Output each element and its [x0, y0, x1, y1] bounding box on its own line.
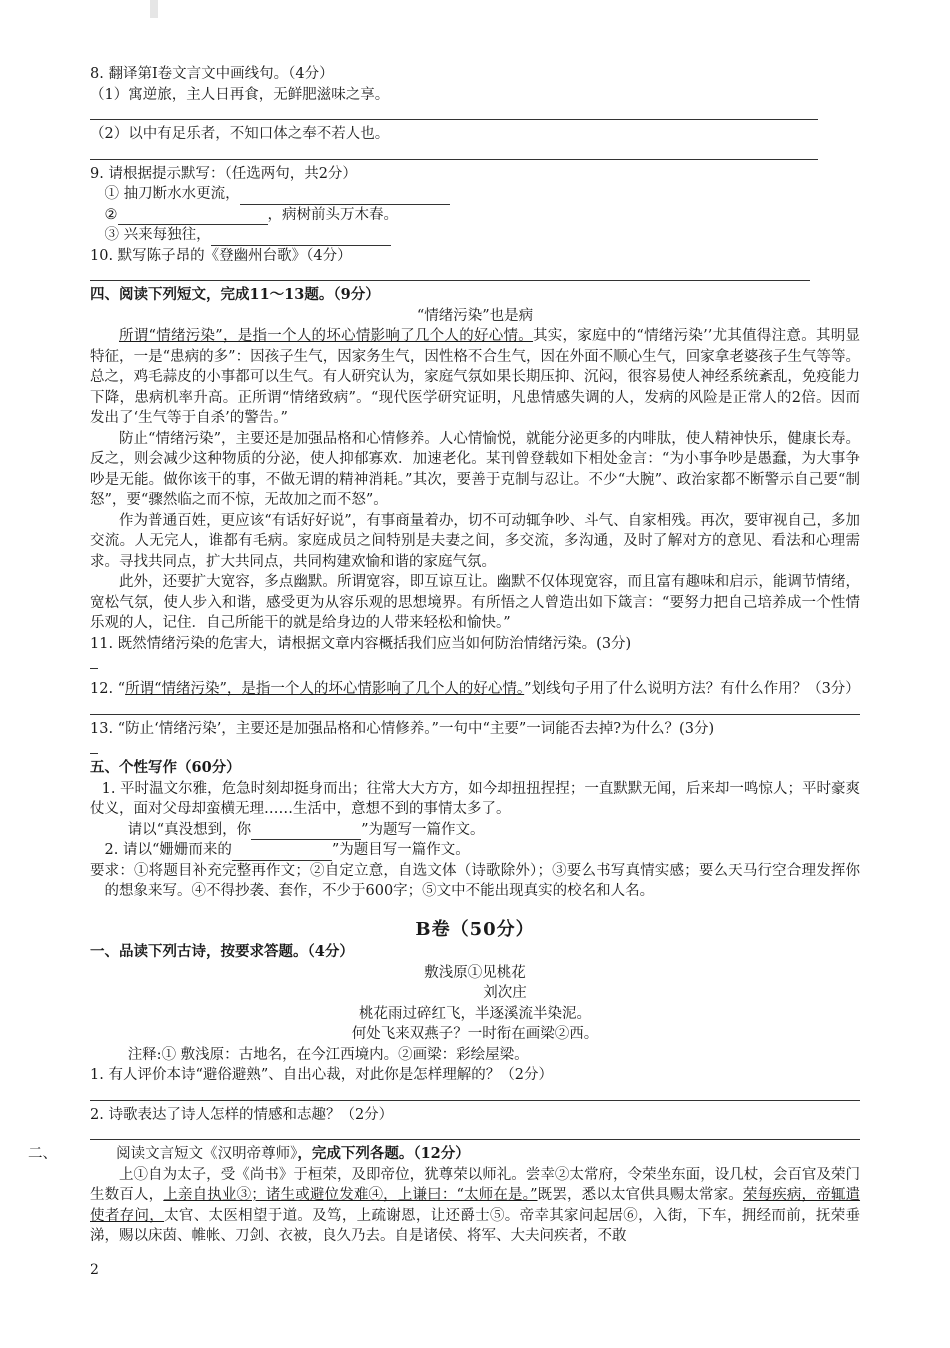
underlined-sentence: 上亲自执业③；诸生或避位发难④，上谦曰：“太师在是。” — [163, 1187, 538, 1203]
topic-1-prompt-b: ”为题写一篇作文。 — [361, 821, 485, 838]
q12-prefix: 12. “ — [90, 681, 126, 697]
article-paragraph-1 — [90, 326, 860, 429]
q9-line-3 — [90, 225, 860, 246]
poem-title: 敷浅原①见桃花 — [424, 964, 526, 981]
fill-blank — [211, 230, 391, 246]
q9-title: 9. 请根据提示默写：（任选两句，共2分） — [90, 165, 357, 182]
q11-text: 11. 既然情绪污染的危害大，请根据文章内容概括我们应当如何防治情绪污染。(3分) — [90, 635, 632, 652]
q8-sentence-1: （1）寓逆旅，主人日再食，无鲜肥滋味之享。 — [90, 86, 390, 103]
topic-2-a: 2. 请以“姗姗而来的 — [104, 842, 232, 858]
passage-part-3: 太官、太医相望于道。及笃，上疏谢恩，让还爵士⑤。帝幸其家问起居⑥，入街，下车，拥经而前，抚荣垂涕，赐以床茵、帷帐、刀剑、衣被，良久乃去。自是诸侯、将军、大夫问疾者，不敢 — [90, 1207, 861, 1244]
answer-line — [90, 1125, 860, 1140]
q12-text — [90, 679, 860, 700]
poem-line-2: 何处飞来双燕子？一时衔在画梁②西。 — [351, 1026, 599, 1042]
paragraph-1-rest: 其实，家庭中的“情绪污染’’尤其值得注意。其明显特征，一是“患病的多”：因孩子生气，因家务生气，因性格不合生气，因在外面不顺心生气，回家拿老婆孩子生气等等。总之，鸡毛蒜皮的小事都可以生气。有人研究认为，家庭气氛如果长期压抑、沉闷，很容易使人神经系统紊乱，免疫能力下降，患病机率升高。正所谓“情绪致病”。“现代医学研究证明，凡患情感失调的人，发病的风险是正常人的2倍。因而发出了‘生气等于自杀’的警告。” — [90, 328, 860, 426]
classical-passage — [90, 1165, 860, 1247]
section-5-heading: 五、个性写作（60分） — [90, 759, 241, 776]
passage-part-1: 上①自为太子，受《尚书》于桓荣，及即帝位，犹尊荣以师礼。尝幸②太常府，令荣坐东面，设几杖，会百官及荣门生数百人， — [90, 1166, 860, 1203]
answer-line — [90, 1086, 860, 1101]
topic-1-prompt-a: 请以“真没想到，你 — [127, 821, 252, 838]
poem-line-1: 桃花雨过碎红飞，半逐溪流半染泥。 — [359, 1005, 591, 1022]
q9-line-1-text: ① 抽刀断水水更流， — [104, 186, 240, 202]
writing-requirements: 要求：①将题目补充完整再作文；②自定立意，自选文体（诗歌除外）；③要么书写真情实感；要么天马行空合理发挥你的想象来写。④不得抄袭、套作，不少于600字；⑤文中不能出现真实的校名和人名。 — [90, 862, 860, 899]
underlined-sentence: 所谓“情绪污染”，是指一个人的坏心情影响了几个人的好心情。 — [119, 328, 534, 344]
q9-line-1 — [90, 184, 860, 205]
answer-line — [90, 105, 818, 120]
answer-mark — [90, 654, 98, 669]
q8-sentence-2: （2）以中有足乐者，不知口体之奉不若人也。 — [90, 126, 390, 142]
part-b-section-2-heading — [28, 1144, 860, 1165]
answer-line — [90, 700, 860, 715]
part-b-q1: 1. 有人评价本诗“避俗避熟”、自出心裁，对此你是怎样理解的？（2分） — [90, 1067, 553, 1083]
underlined-sentence: 荣每疾病，帝辄遣使者存问， — [90, 1187, 861, 1224]
poem-note: 注释:① 敷浅原：古地名，在今江西境内。②画梁：彩绘屋梁。 — [127, 1046, 529, 1063]
section-2-heading-b: ，完成下列各题。（12分） — [297, 1145, 470, 1162]
part-b-section-1-heading: 一、品读下列古诗，按要求答题。（4分） — [90, 943, 354, 960]
poem-author: 刘次庄 — [483, 985, 527, 1001]
q10-title: 10. 默写陈子昂的《登幽州台歌》（4分） — [90, 247, 352, 264]
passage-part-2: 既罢，悉以太官供具赐太常家。 — [537, 1187, 743, 1203]
fill-blank — [240, 189, 450, 205]
topic-2 — [90, 840, 860, 861]
page-number: 2 — [90, 1262, 99, 1278]
answer-mark — [90, 739, 98, 754]
scan-mark — [150, 0, 158, 18]
fill-blank — [118, 209, 268, 225]
q9-line-2-text: ，病树前头万木春。 — [267, 206, 398, 223]
exam-page — [28, 64, 861, 1247]
article-paragraph-2: 防止“情绪污染”，主要还是加强品格和心情修养。人心情愉悦，就能分泌更多的内啡肽，使人精神快乐，健康长寿。反之，则会减少这种物质的分泌，使人抑郁寡欢．加速老化。某刊曾登载如下相处金言：“为小事争吵是愚蠢，为大事争吵是无能。做你该干的事，不做无谓的精神消耗。”其次，要善于克制与忍让。不少“大腕”、政治家都不断警示自己要“制怒”，要“骤然临之而不惊，无故加之而不怒”。 — [90, 430, 860, 508]
q9-line-2 — [90, 205, 860, 226]
section-2-heading-a: 阅读文言短文《汉明帝尊师》 — [116, 1146, 298, 1162]
section-number: 二、 — [28, 1146, 57, 1162]
section-4-heading: 四、阅读下列短文，完成11～13题。（9分） — [90, 286, 380, 303]
q13-text: 13. “防止‘情绪污染’，主要还是加强品格和心情修养。”一句中“主要”一词能否去掉?为什么？(3分) — [90, 720, 715, 737]
article-paragraph-4: 此外，还要扩大宽容，多点幽默。所谓宽容，即互谅互让。幽默不仅体现宽容，而且富有趣味和启示，能调节情绪，宽松气氛，使人步入和谐，感受更为从容乐观的思想境界。有所悟之人曾造出如下箴言：“要努力把自己培养成一个性情乐观的人，记住．自己所能干的就是给身边的人带来轻松和愉快。” — [90, 574, 860, 631]
q12-underlined: 所谓“情绪污染”，是指一个人的坏心情影响了几个人的好心情。 — [125, 681, 525, 697]
q9-line-3-text: ③ 兴来每独往， — [104, 227, 211, 243]
q9-line-2-num: ② — [104, 206, 118, 223]
q8-title: 8. 翻译第Ⅰ卷文言文中画线句。（4分） — [90, 66, 334, 82]
answer-line — [90, 266, 810, 281]
q12-suffix: ”划线句子用了什么说明方法？有什么作用？（3分） — [524, 681, 860, 697]
topic-1-prompt — [90, 820, 860, 841]
part-b-title: B卷（50分） — [415, 918, 535, 940]
part-b-q2: 2. 诗歌表达了诗人怎样的情感和志趣？（2分） — [90, 1106, 394, 1123]
article-paragraph-3: 作为普通百姓，更应该“有话好好说”，有事商量着办，切不可动辄争吵、斗气、自家相残。再次，要审视自己，多加交流。人无完人，谁都有毛病。家庭成员之间特别是夫妻之间，多交流，多沟通，及时了解对方的意见、看法和心理需求。寻找共同点，扩大共同点，共同构建欢愉和谐的家庭气氛。 — [90, 512, 860, 570]
topic-1: 1. 平时温文尔雅，危急时刻却挺身而出；往常大大方方，如今却扭扭捏捏；一直默默无闻，后来却一鸣惊人；平时豪爽仗义，面对父母却蛮横无理……生活中，意想不到的事情太多了。 — [90, 780, 860, 817]
topic-2-b: ”为题目写一篇作文。 — [331, 842, 470, 858]
fill-blank — [232, 845, 332, 861]
article-title: “情绪污染”也是病 — [416, 307, 534, 324]
fill-blank — [251, 824, 361, 840]
answer-line — [90, 145, 818, 160]
